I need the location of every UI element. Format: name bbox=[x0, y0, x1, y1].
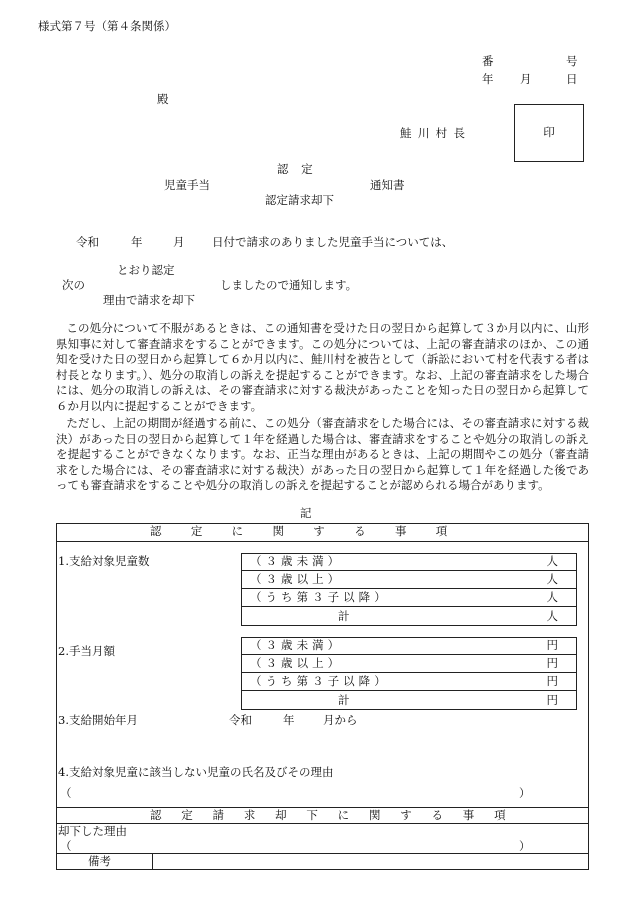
item4-close-paren: ） bbox=[519, 786, 531, 800]
body-month-label: 月 bbox=[173, 235, 185, 249]
row-unit: 人 bbox=[546, 554, 558, 569]
row-unit: 円 bbox=[546, 638, 558, 653]
row-label: （うち第３子以降） bbox=[250, 590, 390, 605]
row-unit: 円 bbox=[546, 656, 558, 671]
row-label: （３歳以上） bbox=[250, 656, 344, 671]
row-label: （うち第３子以降） bbox=[250, 674, 390, 689]
item3-month: 月から bbox=[323, 713, 358, 727]
row-label: （３歳未満） bbox=[250, 638, 344, 653]
allowance-total-row bbox=[242, 692, 576, 709]
allowance-amount-box bbox=[241, 637, 577, 710]
item2-label: 2.手当月額 bbox=[58, 644, 115, 658]
day-label: 日 bbox=[566, 72, 578, 86]
row-unit: 円 bbox=[546, 674, 558, 689]
allowance-row bbox=[242, 638, 576, 655]
option-reject: 理由で請求を却下 bbox=[103, 293, 195, 307]
row-unit: 人 bbox=[546, 608, 558, 623]
allowance-row bbox=[242, 674, 576, 691]
child-count-row bbox=[242, 554, 576, 571]
option-approve: とおり認定 bbox=[117, 263, 175, 277]
form-number: 様式第７号（第４条関係） bbox=[38, 19, 176, 33]
child-count-row bbox=[242, 590, 576, 607]
item4-open-paren: （ bbox=[60, 786, 72, 800]
seal-mark: 印 bbox=[543, 125, 555, 140]
rejection-heading: 認定請求却下に関する事項 bbox=[150, 808, 526, 822]
issuer-name: 鮭川村長 bbox=[400, 126, 472, 140]
row-unit: 円 bbox=[546, 692, 558, 707]
child-count-row bbox=[242, 572, 576, 589]
year-label: 年 bbox=[482, 72, 494, 86]
option-prefix: 次の bbox=[62, 278, 85, 292]
remarks-label: 備考 bbox=[88, 854, 111, 868]
allowance-row bbox=[242, 656, 576, 673]
title-child-allowance: 児童手当 bbox=[164, 178, 210, 192]
item3-year: 年 bbox=[283, 713, 295, 727]
option-suffix: しましたので通知します。 bbox=[220, 278, 358, 292]
rejection-open-paren: （ bbox=[60, 839, 72, 853]
title-rejection: 認定請求却下 bbox=[265, 193, 334, 207]
body-request-text: 日付で請求のありました児童手当については、 bbox=[212, 235, 454, 249]
body-year-label: 年 bbox=[131, 235, 143, 249]
number-suffix: 号 bbox=[566, 54, 578, 68]
reiwa-label: 令和 bbox=[76, 235, 99, 249]
item1-label: 1.支給対象児童数 bbox=[58, 554, 150, 568]
item3-label: 3.支給開始年月 bbox=[58, 713, 138, 727]
appeal-paragraph-1: この処分について不服があるときは、この通知書を受けた日の翌日から起算して３か月以内に、山形県知事に対して審査請求をすることができます。この処分については、上記の審査請求のほか、この通知を受けた日の翌日から起算して６か月以内に、鮭川村を被告として（訴訟において村を代表する者は村長となります。）、処分の取消しの訴えを提起することができます。なお、上記の審査請求をした場合には、処分の取消しの訴えは、その審査請求に対する裁決があったことを知った日の翌日から起算して６か月以内に提起することができます。 bbox=[56, 321, 589, 413]
title-approval: 認定 bbox=[277, 162, 326, 176]
ki-mark: 記 bbox=[300, 506, 312, 520]
month-label: 月 bbox=[520, 72, 532, 86]
child-count-total-row bbox=[242, 608, 576, 625]
row-unit: 人 bbox=[546, 572, 558, 587]
row-unit: 人 bbox=[546, 590, 558, 605]
row-label: （３歳以上） bbox=[250, 572, 344, 587]
seal-box bbox=[514, 104, 584, 162]
number-label: 番 bbox=[482, 54, 494, 68]
row-label: 計 bbox=[338, 608, 350, 623]
row-label: 計 bbox=[338, 692, 350, 707]
item3-era: 令和 bbox=[229, 713, 252, 727]
item4-label: 4.支給対象児童に該当しない児童の氏名及びその理由 bbox=[58, 765, 334, 779]
rejection-close-paren: ） bbox=[519, 839, 531, 853]
child-count-box bbox=[241, 553, 577, 626]
addressee-suffix: 殿 bbox=[157, 92, 169, 106]
rejection-reason-label: 却下した理由 bbox=[58, 824, 127, 838]
row-label: （３歳未満） bbox=[250, 554, 344, 569]
appeal-paragraph-2: ただし、上記の期間が経過する前に、この処分（審査請求をした場合には、その審査請求に対する裁決）があった日の翌日から起算して１年を経過した場合は、審査請求をすることや処分の取消しの訴えを提起することができなくなります。なお、正当な理由があるときは、上記の期間やこの処分（審査請求をした場合には、その審査請求に対する裁決）があった日の翌日から起算して１年を経過した後であっても審査請求をすることや処分の取消しの訴えを提起することが認められる場合があります。 bbox=[56, 416, 589, 493]
approval-heading: 認定に関する事項 bbox=[150, 524, 477, 538]
title-notice: 通知書 bbox=[370, 178, 405, 192]
